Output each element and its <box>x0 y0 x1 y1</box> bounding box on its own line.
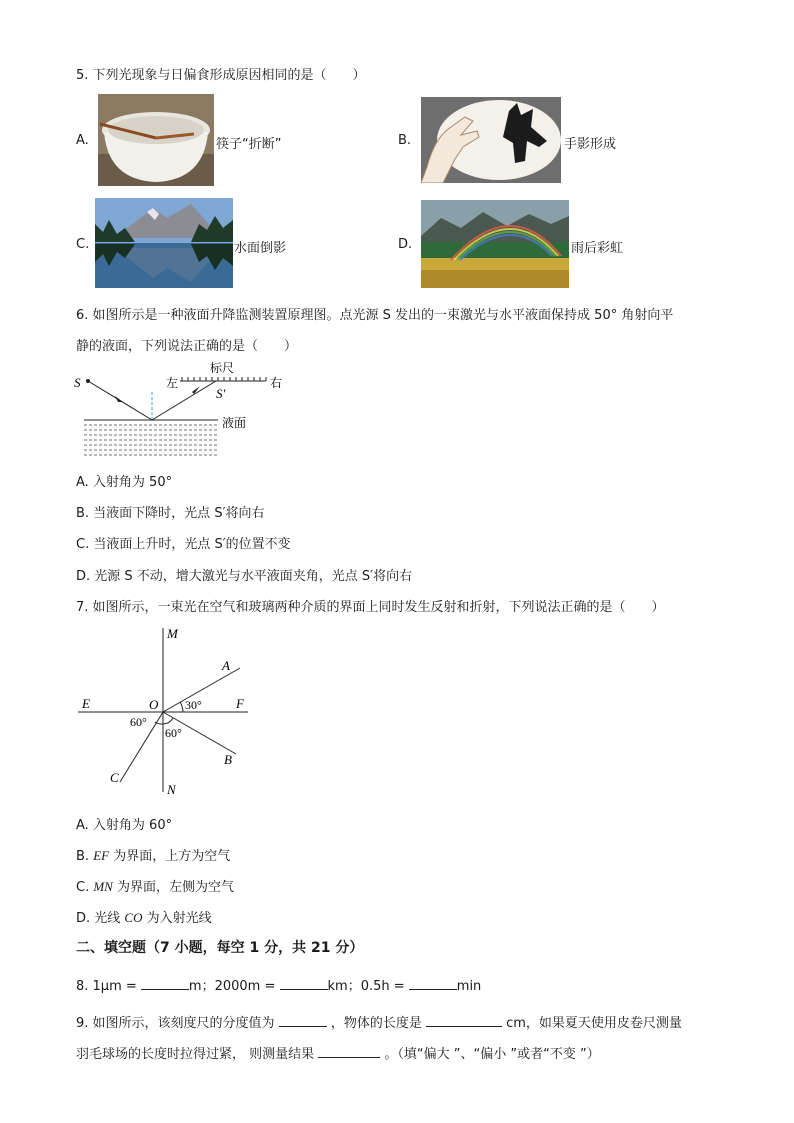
q5-option-a-caption: 筷子“折断” <box>216 137 282 152</box>
q9-blank-3[interactable] <box>318 1045 380 1058</box>
chopsticks-bowl-photo <box>98 94 214 186</box>
rainbow-photo <box>421 200 569 288</box>
q7-option-b-var: EF <box>93 848 110 863</box>
q5-option-d-caption: 雨后彩虹 <box>571 241 624 256</box>
q7-label-60b: 60° <box>165 726 182 740</box>
q9-blank-2[interactable] <box>426 1014 502 1027</box>
q7-figure <box>70 624 260 799</box>
q6-label-right: 右 <box>270 376 283 390</box>
q7-option-b-text: 为界面，上方为空气 <box>109 849 231 864</box>
q7-option-d-var: CO <box>124 910 143 925</box>
q7-label-b: B <box>224 752 232 767</box>
q5-option-c-caption: 水面倒影 <box>234 241 287 256</box>
q9-part3: cm，如果夏天使用皮卷尺测量 <box>506 1016 682 1031</box>
q5-option-c-letter: C. <box>76 237 90 252</box>
q5-stem: 5. 下列光现象与日偏食形成原因相同的是（ ） <box>76 68 366 83</box>
lake-reflection-photo <box>95 198 233 288</box>
q7-option-c-var: MN <box>93 879 113 894</box>
q8-unit3: min <box>456 979 482 994</box>
q8-line <box>76 975 481 994</box>
q6-option-c: C. 当液面上升时，光点 S′的位置不变 <box>76 537 291 552</box>
q6-stem-line2: 静的液面，下列说法正确的是（ ） <box>76 339 298 354</box>
q7-stem: 7. 如图所示，一束光在空气和玻璃两种介质的界面上同时发生反射和折射，下列说法正确的是（ ） <box>76 600 665 615</box>
q8-blank-3[interactable] <box>409 977 457 990</box>
q9-part1: 9. 如图所示，该刻度尺的分度值为 <box>76 1016 275 1031</box>
q9-part4: 羽毛球场的长度时拉得过紧， 则测量结果 <box>76 1047 315 1062</box>
q7-option-c <box>76 876 234 895</box>
q7-label-a: A <box>222 658 230 673</box>
q7-label-30: 30° <box>185 698 202 712</box>
section-title: 二、填空题（7 小题，每空 1 分，共 21 分） <box>76 940 364 956</box>
q6-label-s: S <box>74 375 81 390</box>
hand-shadow-photo <box>421 97 561 183</box>
q7-option-c-text: 为界面，左侧为空气 <box>112 880 234 895</box>
q6-stem-line1: 6. 如图所示是一种液面升降监测装置原理图。点光源 S 发出的一束激光与水平液面保持成 50° 角射向平 <box>76 308 674 323</box>
q9-blank-1[interactable] <box>279 1014 327 1027</box>
q6-option-d: D. 光源 S 不动，增大激光与水平液面夹角，光点 S′将向右 <box>76 569 413 584</box>
q9-part2: ，物体的长度是 <box>330 1016 422 1031</box>
q7-option-c-prefix: C. <box>76 880 94 895</box>
q6-figure <box>70 356 310 466</box>
q8-blank-1[interactable] <box>141 977 189 990</box>
q7-option-d-text: 为入射光线 <box>142 911 212 926</box>
q8-blank-2[interactable] <box>280 977 328 990</box>
liquid-hatching <box>84 425 218 455</box>
q7-label-60a: 60° <box>130 715 147 729</box>
q7-label-e: E <box>82 696 90 711</box>
q5-option-a-letter: A. <box>76 133 89 148</box>
q7-option-a: A. 入射角为 60° <box>76 818 173 833</box>
q9-line1 <box>76 1012 682 1031</box>
q8-unit1: m；2000m = <box>188 979 276 994</box>
q7-label-c: C <box>110 770 119 785</box>
q6-label-liquid: 液面 <box>222 416 247 430</box>
q5-option-b-letter: B. <box>398 133 412 148</box>
q7-label-n: N <box>167 782 176 797</box>
q7-label-o: O <box>149 697 159 712</box>
q7-label-f: F <box>236 696 244 711</box>
q6-option-a: A. 入射角为 50° <box>76 475 173 490</box>
q6-label-left: 左 <box>166 376 179 390</box>
q6-option-b: B. 当液面下降时，光点 S′将向右 <box>76 506 265 521</box>
q7-option-d <box>76 907 212 926</box>
q5-option-d-letter: D. <box>398 237 413 252</box>
q7-label-m: M <box>167 626 178 641</box>
q8-unit2: km；0.5h = <box>327 979 405 994</box>
q7-option-b-prefix: B. <box>76 849 94 864</box>
q5-option-b-caption: 手影形成 <box>564 137 617 152</box>
q7-option-b <box>76 845 230 864</box>
q8-part1: 8. 1μm = <box>76 979 137 994</box>
q9-part5: 。（填“偏大 ”、“偏小 ”或者“不变 ”） <box>384 1047 600 1062</box>
q7-option-d-prefix: D. 光线 <box>76 911 125 926</box>
q9-line2 <box>76 1043 600 1062</box>
q6-label-s-prime: S′ <box>216 386 226 401</box>
q6-label-ruler: 标尺 <box>210 361 235 375</box>
